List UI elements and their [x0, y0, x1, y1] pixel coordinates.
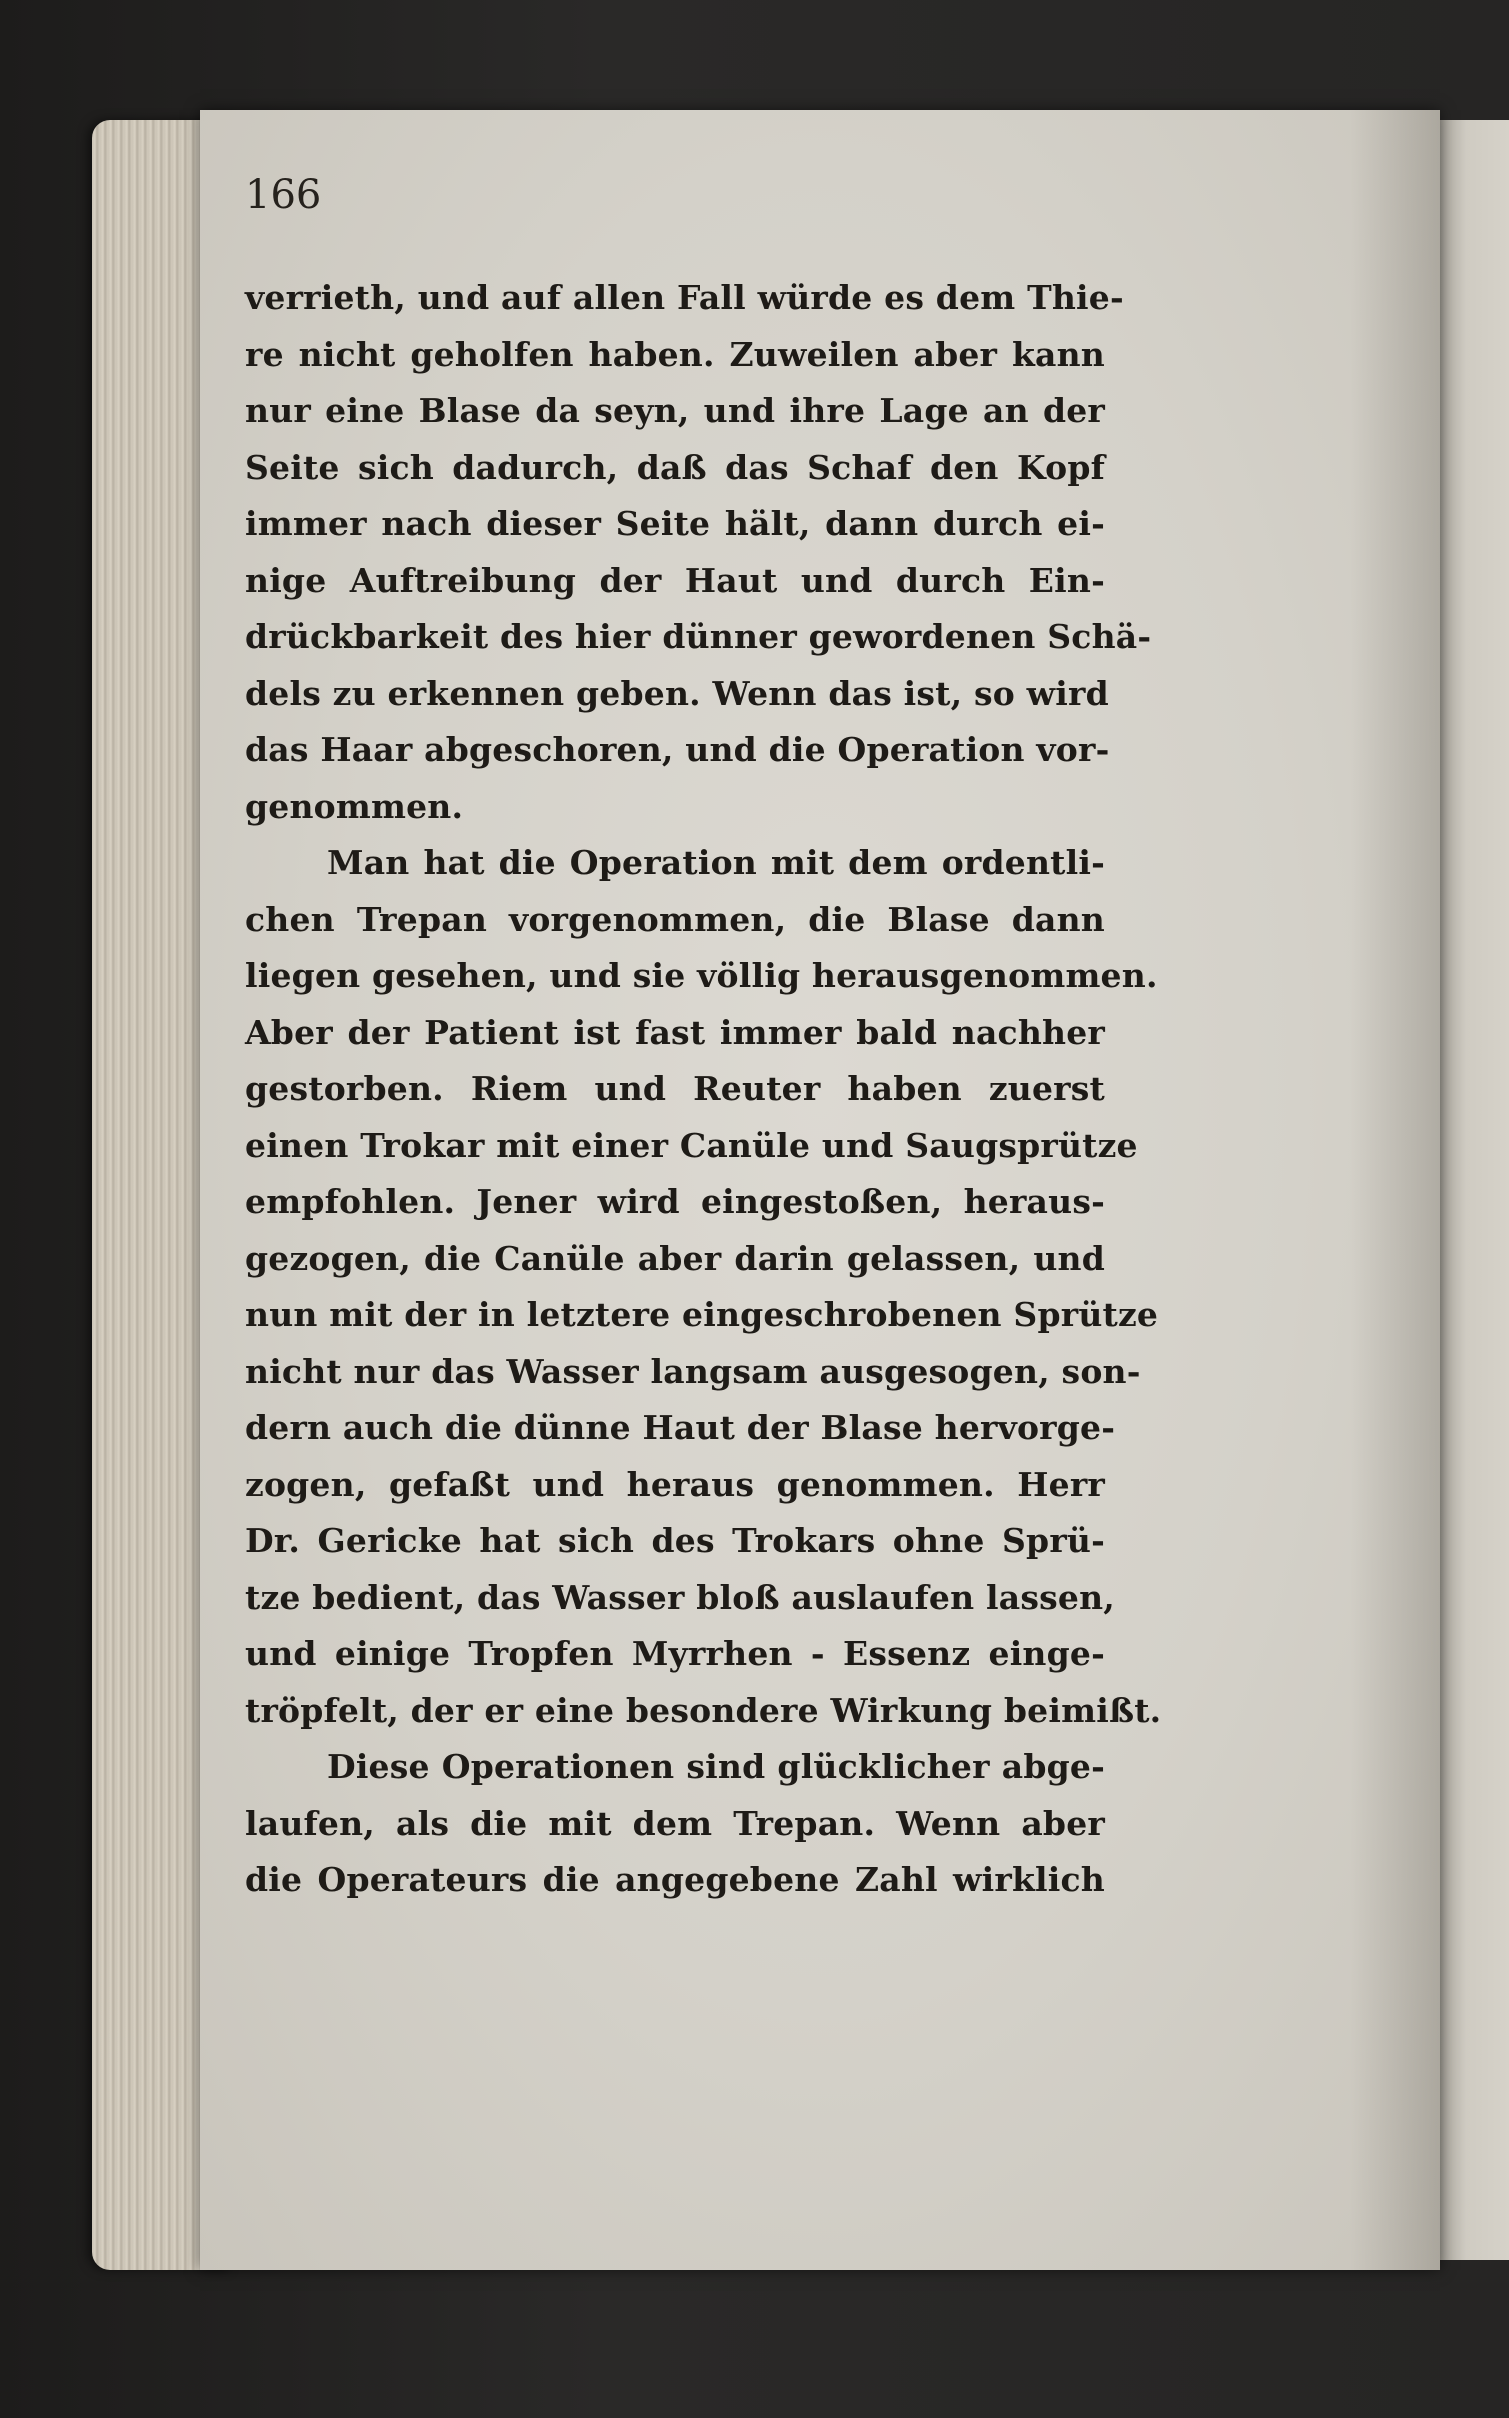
text-line: gezogen, die Canüle aber darin gelassen, und: [245, 1238, 1105, 1278]
text-line: nicht nur das Wasser langsam ausgesogen, son-: [245, 1351, 1141, 1391]
text-line: Dr. Gericke hat sich des Trokars ohne Sprü-: [245, 1521, 1105, 1560]
text-line: einen Trokar mit einer Canüle und Saugsprütze: [245, 1125, 1138, 1165]
text-line: zogen, gefaßt und heraus genommen. Herr: [245, 1464, 1105, 1504]
paragraph-start-line: Diese Operationen sind glücklicher abge-: [327, 1747, 1105, 1786]
text-line: das Haar abgeschoren, und die Operation vor-: [245, 730, 1110, 769]
text-line: re nicht geholfen haben. Zuweilen aber kann: [245, 334, 1105, 374]
text-line: und einige Tropfen Myrrhen - Essenz einge-: [245, 1634, 1105, 1673]
text-line: tze bedient, das Wasser bloß auslaufen lassen,: [245, 1577, 1115, 1617]
text-line: genommen.: [245, 786, 464, 826]
text-line: gestorben. Riem und Reuter haben zuerst: [245, 1069, 1105, 1108]
text-line: chen Trepan vorgenommen, die Blase dann: [245, 899, 1105, 939]
text-line: dern auch die dünne Haut der Blase hervorge-: [245, 1408, 1116, 1447]
text-line: nun mit der in letztere eingeschrobenen Sprütze: [245, 1295, 1159, 1334]
text-line: die Operateurs die angegebene Zahl wirklich: [245, 1860, 1105, 1899]
text-line: nige Auftreibung der Haut und durch Ein-: [245, 560, 1105, 600]
text-line: immer nach dieser Seite hält, dann durch ei-: [245, 504, 1105, 543]
text-line: dels zu erkennen geben. Wenn das ist, so wird: [245, 673, 1109, 713]
body-text: [245, 270, 1162, 1909]
text-line: tröpfelt, der er eine besondere Wirkung beimißt.: [245, 1690, 1162, 1730]
text-line: liegen gesehen, und sie völlig herausgenommen.: [245, 956, 1158, 995]
text-line: verrieth, und auf allen Fall würde es dem Thie-: [245, 278, 1124, 317]
text-line: laufen, als die mit dem Trepan. Wenn aber: [245, 1803, 1105, 1843]
page-number: 166: [245, 172, 322, 218]
text-line: nur eine Blase da seyn, und ihre Lage an der: [245, 391, 1105, 430]
text-line: drückbarkeit des hier dünner gewordenen Schä-: [245, 617, 1152, 656]
text-line: empfohlen. Jener wird eingestoßen, heraus-: [245, 1182, 1105, 1221]
paragraph-start-line: Man hat die Operation mit dem ordentli-: [327, 843, 1105, 882]
facing-page-edge: [1438, 120, 1509, 2260]
text-line: Aber der Patient ist fast immer bald nachher: [245, 1012, 1105, 1052]
text-line: Seite sich dadurch, daß das Schaf den Kopf: [245, 447, 1105, 487]
